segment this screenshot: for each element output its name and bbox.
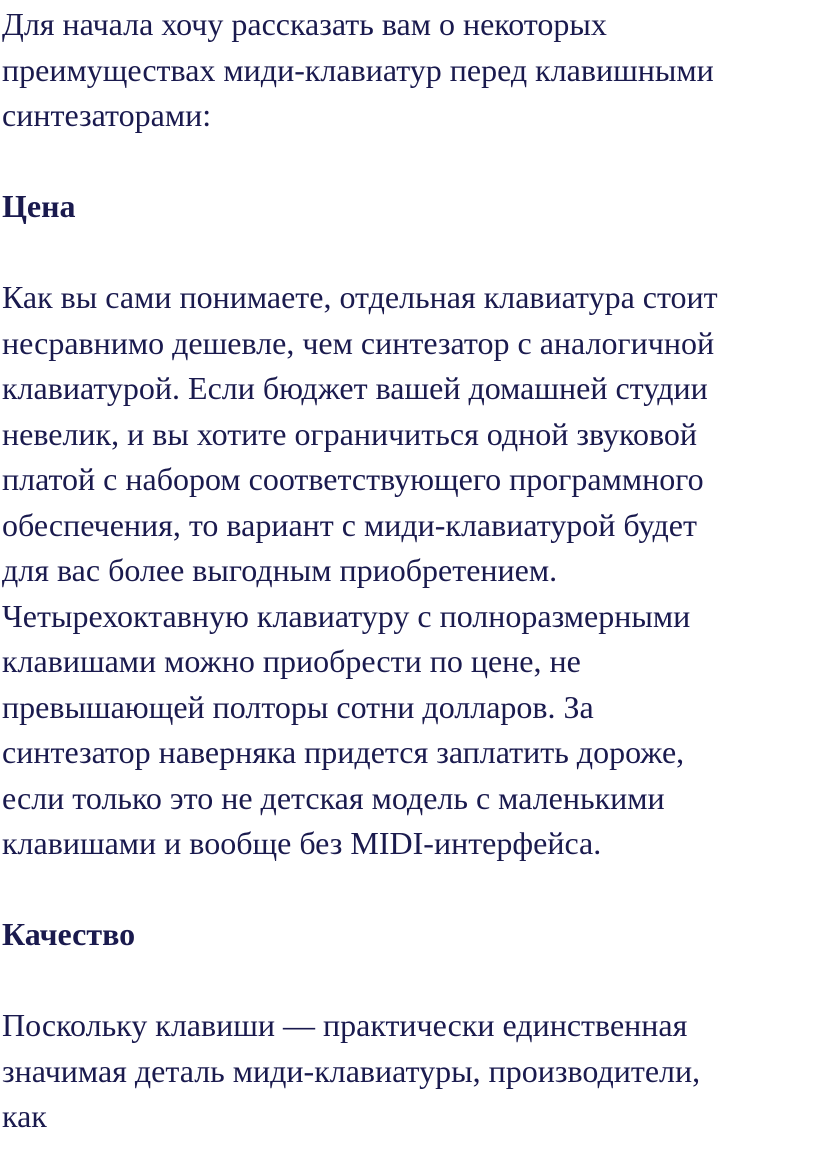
- document-page: [2, 2, 812, 1140]
- intro-paragraph: [2, 2, 812, 139]
- intro-line: синтезаторами:: [2, 97, 212, 133]
- price-paragraph: [2, 275, 812, 867]
- quality-line: как: [2, 1098, 47, 1134]
- price-line: Как вы сами понимаете, отдельная клавиатура стоит: [2, 279, 718, 315]
- quality-line: Поскольку клавиши — практически единственная: [2, 1007, 688, 1043]
- section-heading-quality: Качество: [2, 916, 136, 952]
- price-line: клавишами и вообще без MIDI-интерфейса.: [2, 825, 602, 861]
- price-line: для вас более выгодным приобретением.: [2, 552, 558, 588]
- price-line: клавишами можно приобрести по цене, не: [2, 643, 581, 679]
- spacer: [2, 958, 812, 1004]
- quality-line: значимая деталь миди-клавиатуры, производители,: [2, 1052, 701, 1089]
- section-heading-price: Цена: [2, 188, 76, 224]
- price-line: Четырехоктавную клавиатуру с полноразмерными: [2, 597, 691, 634]
- price-line: если только это не детская модель с маленькими: [2, 779, 665, 816]
- price-line: платой с набором соответствующего программного: [2, 461, 704, 497]
- intro-line: Для начала хочу рассказать вам о некоторых: [2, 6, 607, 42]
- price-line: несравнимо дешевле, чем синтезатор с аналогичной: [2, 324, 715, 361]
- price-line: клавиатурой. Если бюджет вашей домашней студии: [2, 370, 708, 406]
- price-line: превышающей полторы сотни долларов. За: [2, 688, 594, 725]
- price-line: невелик, и вы хотите ограничиться одной звуковой: [2, 415, 697, 452]
- intro-line: преимуществах миди-клавиатур перед клавишными: [2, 51, 714, 88]
- price-line: обеспечения, то вариант с миди-клавиатурой будет: [2, 506, 697, 543]
- spacer: [2, 230, 812, 276]
- spacer: [2, 139, 812, 185]
- spacer: [2, 867, 812, 913]
- price-line: синтезатор наверняка придется заплатить дороже,: [2, 734, 685, 770]
- quality-paragraph: [2, 1003, 812, 1140]
